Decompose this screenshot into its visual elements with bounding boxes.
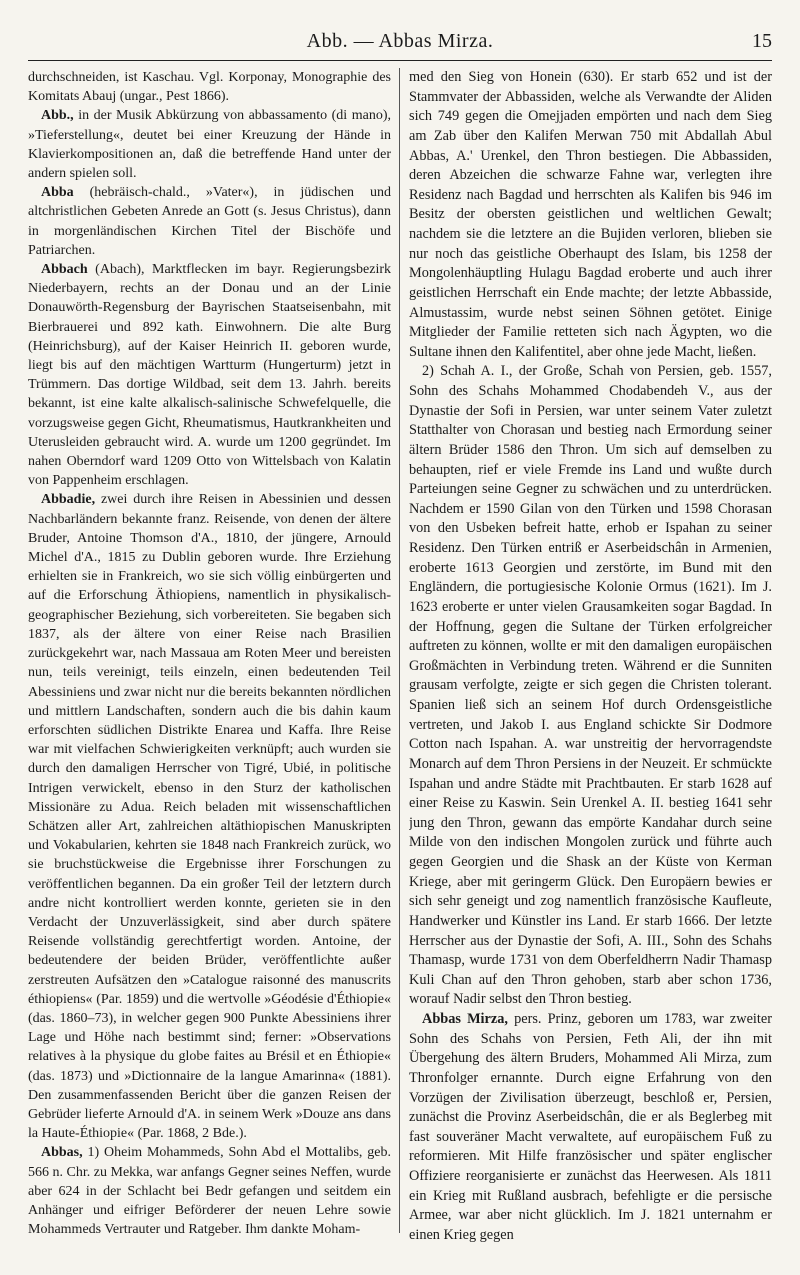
entry-text: durchschneiden, ist Kaschau. Vgl. Korponay, Monographie des Komitats Abauj (ungar., Pest 1866). <box>28 70 391 105</box>
entry-abbas-continued <box>409 68 772 362</box>
entry-text: (Abach), Marktflecken im bayr. Regierungsbezirk Niederbayern, rechts an der Donau und an der Linie Donauwörth-Regensburg der Bayrischen Staatseisenbahn, mit Bierbrauerei und 892 kath. Einwohnern. Die alte Burg (Heinrichsburg), auf der Kaiser Heinrich II. geboren wurde, liegt bis auf den mächtigen Wartturm (Hungerturm) jetzt in Trümmern. Das dortige Wildbad, seit dem 13. Jahrh. bereits bekannt, ist eine kalte alkalisch-salinische Schwefelquelle, die vorzugsweise gegen Gicht, Rheumatismus, Hautkrankheiten und Uterusleiden gebraucht wird. A. wurde um 1200 gegründet. Im nahen Oberndorf ward 1209 Otto von Wittelsbach von Kalatin von Pappenheim erschlagen. <box>28 262 391 489</box>
entry-paragraph <box>28 68 391 106</box>
entry-headword: Abbas, <box>41 1145 83 1161</box>
entry-abbach <box>28 260 391 490</box>
text-columns <box>28 68 772 1263</box>
entry-text: zwei durch ihre Reisen in Abessinien und dessen Nachbarländern bekannte franz. Reisende, von denen der ältere Bruder, Antoine Thomson d'A., 1810, der jüngere, Arnould Michel d'A., 1815 zu Dublin geboren wurde. Ihre Erziehung erhielten sie in Frankreich, wo sie sich völlig einbürgerten und auf die Erforschung Äthiopiens, namentlich in physikalisch-geographischer Beziehung, sich vorbereiteten. Sie begaben sich 1837, als der ältere von einer Reise nach Brasilien zurückgekehrt war, nach Massaua am Roten Meer und bereisten nun, teils vereinigt, teils einzeln, einen bedeutenden Teil Abessiniens und zwar nicht nur die bereits bekannten nördlichen und mittlern Landschaften, sondern auch die bis dahin kaum erforschten südlichen Distrikte Enarea und Kaffa. Ihre Reise war mit vielfachen Schwierigkeiten verknüpft; auch wurden sie durch den damaligen Herrscher von Tigré, Ubié, in politische Intrigen verwickelt, ebenso in den Sturz der katholischen Missionäre zu Adua. Reich beladen mit wissenschaftlichen Schätzen aller Art, zahlreichen altäthiopischen Manuskripten und Vokabularien, kehrten sie 1848 nach Frankreich zurück, wo sie bruchstückweise die Ergebnisse ihrer Forschungen zu veröffentlichen begannen. Da ein großer Teil der letztern durch andre nicht kontrolliert werden konnte, gerieten sie in den Verdacht der Unzuverlässigkeit, sind aber durch spätere Reisende vollständig gerechtfertigt worden. Antoine, der bedeutendere der beiden Brüder, veröffentlichte außer zerstreuten Aufsätzen den »Catalogue raisonné des manuscrits éthiopiens« (Par. 1859) und die wertvolle »Géodésie d'Éthiopie« (das. 1860–73), in welcher gegen 900 Punkte Abessiniens ihrer Lage und Höhe nach bestimmt sind; ferner: »Observations relatives à la physique du globe faites au Brésil et en Éthiopie« (das. 1873) und »Dictionnaire de la langue Amarinna« (1881). Den zusammenfassenden Bericht über die ganzen Reisen der Gebrüder lieferte Arnould d'A. in seinem Werk »Douze ans dans la Haute-Éthiopie« (Par. 1868, 2 Bde.). <box>28 492 391 1142</box>
entry-abbas-mirza <box>409 1010 772 1246</box>
entry-headword: Abba <box>41 185 74 201</box>
entry-headword: Abbadie, <box>41 492 96 508</box>
entry-abba <box>28 183 391 260</box>
entry-text: 1) Oheim Mohammeds, Sohn Abd el Mottalibs, geb. 566 n. Chr. zu Mekka, war anfangs Gegner seines Neffen, wurde aber 624 in der Schlacht bei Bedr gefangen und seitdem ein Anhänger und eifriger Beförderer der neuen Lehre sowie Mohammeds Vertrauter und Ratgeber. Ihm dankte Moham- <box>28 1145 391 1238</box>
entry-abbas <box>28 1143 391 1239</box>
entry-text: med den Sieg von Honein (630). Er starb 652 und ist der Stammvater der Abbassiden, welche als Verwandte der Aliden sich 749 gegen die Omejjaden empörten und nach dem Sieg am Zab über den Kalifen Merwan 750 mit Abdallah Abul Abbas, A.' Urenkel, den Thron bestiegen. Die Abbassiden, deren Abzeichen die schwarze Fahne war, verlegten ihre Residenz nach Bagdad und herrschten als Kalifen bis 946 im Besitz der obersten geistlichen und weltlichen Gewalt; nachdem sie die letztere an die Bujiden verloren, blieben sie nur noch das geistliche Oberhaupt des Islam, bis 1258 der Mongolenhäuptling Hulagu Bagdad eroberte und auch ihrer geistlichen Herrschaft ein Ende machte; der letzte Abbasside, Almustassim, wurde nebst seinen Söhnen getötet. Einige Mitglieder der Familie retteten sich nach Ägypten, wo die Sultane ihnen den Kalifentitel, aber ohne jede Macht, ließen. <box>409 69 772 360</box>
entry-headword: Abbach <box>41 262 88 278</box>
left-column <box>28 68 391 1263</box>
column-divider <box>399 68 400 1233</box>
entry-text: in der Musik Abkürzung von abbassamento (di mano), »Tieferstellung«, deutet bei einer Kreuzung der Hände in Klavierkompositionen an, daß die betreffende Hand unter der andern spielen soll. <box>28 108 391 182</box>
entry-text: pers. Prinz, geboren um 1783, war zweiter Sohn des Schahs von Persien, Feth Ali, der ihn mit Übergehung des ältern Bruders, Mohammed Ali Mirza, zum Thronfolger ernannte. Durch eigne Erfahrung von den Vorzügen der Zivilisation überzeugt, beschloß er, Persien, zunächst die Provinz Aserbeidschân, die er als Beglerbeg mit fast souveräner Macht verwaltete, auf europäischem Fuß zu reformieren. Mit Hilfe französischer und später englischer Offiziere reorganisierte er zunächst das Heerwesen. Als 1811 ein Krieg mit Rußland ausbrach, befehligte er die persische Armee, war aber nicht glücklich. Im J. 1821 unternahm er einen Krieg gegen <box>409 1011 772 1243</box>
entry-text: 2) Schah A. I., der Große, Schah von Persien, geb. 1557, Sohn des Schahs Mohammed Chodabendeh V., aus der Dynastie der Sofi in Persien, war unter seinem Vater zuletzt Statthalter von Chorasan und bestieg nach Ermordung seiner ältern Brüder 1586 den Thron. Um sich auf demselben zu behaupten, rief er viele Fremde ins Land und wußte durch Parteiungen seine Gegner zu schwächen und zu unterdrücken. Nachdem er 1590 Gilan von den Türken und 1598 Chorasan von den Usbeken befreit hatte, erhob er Ispahan zu seiner Residenz. Den Türken entriß er Aserbeidschân in Armenien, eroberte 1613 Georgien und zerstörte, im Bund mit den Engländern, die portugiesische Kolonie Ormus (1621). Im J. 1623 eroberte er unter vielen Grausamkeiten sogar Bagdad. In der Hoffnung, gegen die Sultane der Türken erfolgreicher auftreten zu können, wollte er mit den damaligen europäischen Großmächten in Verbindung treten. Während er die Sunniten grausam verfolgte, zeigte er sich gegen die Christen tolerant. Spanien ließ sich an seinem Hof durch Ordensgeistliche vertreten, und Jakob I. aus England schickte Sir Dodmore Cotton nach Ispahan. A. war unstreitig der hervorragendste Monarch auf dem Thron Persiens in der Neuzeit. Er schmückte Ispahan und andre Städte mit Prachtbauten. Er starb 1628 auf einer Reise zu Kaswin. Sein Urenkel A. II. bestieg 1641 sehr jung den Thron, gewann das empörte Kandahar durch seine Milde von den indischen Mongolen zurück und führte auch gegen Georgien und die Shask an der Küste von Kerman Kriege, aber mit geringerm Glück. Den Europäern bewies er sich sehr geneigt und zog namentlich französische Kaufleute, Handwerker und Künstler ins Land. Er starb 1666. Der letzte Herrscher aus der Dynastie der Sofi, A. III., Sohn des Schahs Thamasp, wurde 1731 von dem Oberfeldherrn Nadir Thamasp Kuli Chan auf den Thron gehoben, starb aber schon 1736, worauf Nadir selbst den Thron bestieg. <box>409 363 772 1008</box>
running-title: Abb. — Abbas Mirza. <box>306 30 494 52</box>
right-column <box>409 68 772 1263</box>
page-number: 15 <box>752 30 772 52</box>
entry-headword: Abbas Mirza, <box>422 1011 508 1027</box>
header-rule <box>28 60 772 61</box>
page-header <box>28 26 772 60</box>
entry-headword: Abb., <box>41 108 74 124</box>
entry-abbadie <box>28 490 391 1143</box>
entry-abbas-2 <box>409 362 772 1010</box>
entry-abb <box>28 106 391 183</box>
entry-text: (hebräisch-chald., »Vater«), in jüdischen und altchristlichen Gebeten Anrede an Gott (s. Jesus Christus), dann in morgenländischen Kirchen Titel der Bischöfe und Patriarchen. <box>28 185 391 258</box>
